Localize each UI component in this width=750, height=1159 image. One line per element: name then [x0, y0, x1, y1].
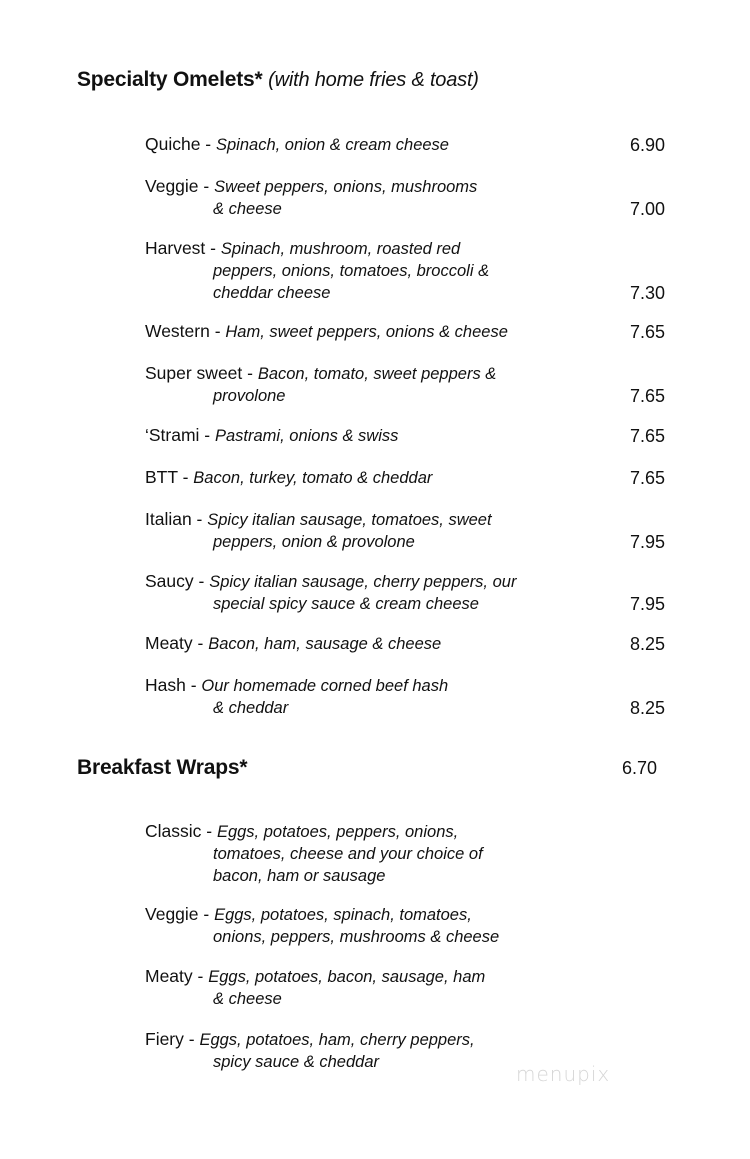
menu-item-name: Harvest - [145, 238, 221, 258]
menu-item-description: Bacon, tomato, sweet peppers & [257, 365, 497, 383]
wraps-section-title: Breakfast Wraps* [77, 756, 248, 779]
menu-item-description: Spicy italian sausage, cherry peppers, our [209, 573, 517, 591]
menu-item-description: & cheddar [213, 699, 289, 717]
menu-item-name: Meaty - [145, 966, 209, 986]
menu-item-line [145, 966, 665, 988]
menu-item-name: Meaty - [145, 633, 209, 653]
menu-item-description: provolone [213, 387, 286, 405]
menu-item-name: Classic - [145, 821, 217, 841]
menu-item [145, 509, 665, 553]
menu-item-line [145, 633, 665, 655]
menu-item-name: Saucy - [145, 571, 210, 591]
menu-item-price: 7.65 [629, 468, 665, 488]
menu-item-line [145, 821, 665, 843]
menu-item-name: Fiery - [145, 1029, 200, 1049]
menu-item-description: Eggs, potatoes, peppers, onions, [216, 823, 459, 841]
menu-item-description: peppers, onion & provolone [213, 533, 415, 551]
menu-item-description: spicy sauce & cheddar [213, 1053, 380, 1071]
menu-item [145, 675, 665, 719]
menu-item-line [145, 1029, 665, 1051]
menu-item-description: Eggs, potatoes, spinach, tomatoes, [214, 906, 472, 924]
menu-item [145, 238, 665, 304]
menu-item-description: & cheese [213, 200, 282, 218]
menu-item-name: ‘Strami - [145, 425, 215, 445]
menu-item-price: 7.00 [629, 199, 665, 219]
menu-item-name: Veggie - [145, 176, 215, 196]
menu-item-price: 7.30 [629, 283, 665, 303]
menu-item-price: 7.95 [629, 532, 665, 552]
menu-item-description: Sweet peppers, onions, mushrooms [214, 178, 478, 196]
menu-item [145, 363, 665, 407]
menu-item-line [145, 843, 665, 865]
menu-item-description: peppers, onions, tomatoes, broccoli & [213, 262, 490, 280]
menu-item-description: bacon, ham or sausage [213, 867, 386, 885]
menu-item-line [145, 321, 665, 343]
menu-item-description: Spicy italian sausage, tomatoes, sweet [207, 511, 492, 529]
menu-item-line [145, 593, 665, 615]
menu-item-line [145, 865, 665, 887]
menu-item-line [145, 509, 665, 531]
menu-item-line [145, 425, 665, 447]
menu-item-line [145, 282, 665, 304]
menu-item [145, 134, 665, 156]
menu-item [145, 176, 665, 220]
menu-item-description: Spinach, mushroom, roasted red [220, 240, 461, 258]
menu-item [145, 467, 665, 489]
omelets-title: Specialty Omelets* [77, 68, 263, 91]
menu-item-description: tomatoes, cheese and your choice of [213, 845, 483, 863]
watermark: menupix [516, 1062, 611, 1086]
menu-item-line [145, 385, 665, 407]
menu-item-description: special spicy sauce & cream cheese [213, 595, 479, 613]
menu-item-name: Hash - [145, 675, 202, 695]
menu-item-line [145, 198, 665, 220]
menu-item-description: Ham, sweet peppers, onions & cheese [225, 323, 508, 341]
menu-item [145, 821, 665, 887]
menu-item-description: Eggs, potatoes, bacon, sausage, ham [208, 968, 486, 986]
menu-item-name: Western - [145, 321, 226, 341]
menu-item [145, 321, 665, 343]
menu-item-description: & cheese [213, 990, 282, 1008]
menu-item-price: 8.25 [629, 698, 665, 718]
menu-item [145, 904, 665, 948]
menu-item-line [145, 467, 665, 489]
menu-item-description: Bacon, ham, sausage & cheese [208, 635, 442, 653]
menu-item-line [145, 926, 665, 948]
menu-item-name: Italian - [145, 509, 208, 529]
menu-item-price: 6.90 [629, 135, 665, 155]
menu-item-line [145, 260, 665, 282]
menu-item-price: 7.65 [629, 386, 665, 406]
menu-item-line [145, 531, 665, 553]
menu-item-description: Spinach, onion & cream cheese [216, 136, 449, 154]
menu-item-line [145, 675, 665, 697]
menu-item [145, 633, 665, 655]
menu-item-line [145, 238, 665, 260]
menu-item-name: Quiche - [145, 134, 216, 154]
menu-item-line [145, 363, 665, 385]
menu-item-name: Super sweet - [145, 363, 258, 383]
omelets-note: (with home fries & toast) [268, 69, 479, 91]
omelets-section-title [77, 68, 479, 92]
menu-item-line [145, 176, 665, 198]
menu-item-line [145, 134, 665, 156]
menu-item [145, 966, 665, 1010]
menu-item [145, 425, 665, 447]
menu-item-name: BTT - [145, 467, 194, 487]
menu-item-price: 8.25 [629, 634, 665, 654]
menu-item-description: Pastrami, onions & swiss [215, 427, 399, 445]
menu-item-line [145, 988, 665, 1010]
menu-item-line [145, 697, 665, 719]
menu-item-description: Eggs, potatoes, ham, cherry peppers, [199, 1031, 475, 1049]
menu-item-line [145, 904, 665, 926]
menu-item-description: cheddar cheese [213, 284, 331, 302]
menu-item [145, 571, 665, 615]
menu-item-price: 7.65 [629, 322, 665, 342]
menu-item-name: Veggie - [145, 904, 215, 924]
menu-item-price: 7.65 [629, 426, 665, 446]
menu-item-description: onions, peppers, mushrooms & cheese [213, 928, 500, 946]
menu-item-price: 7.95 [629, 594, 665, 614]
menu-item-line [145, 571, 665, 593]
wraps-price: 6.70 [622, 758, 658, 778]
menu-item-description: Our homemade corned beef hash [201, 677, 449, 695]
menu-item-description: Bacon, turkey, tomato & cheddar [193, 469, 433, 487]
